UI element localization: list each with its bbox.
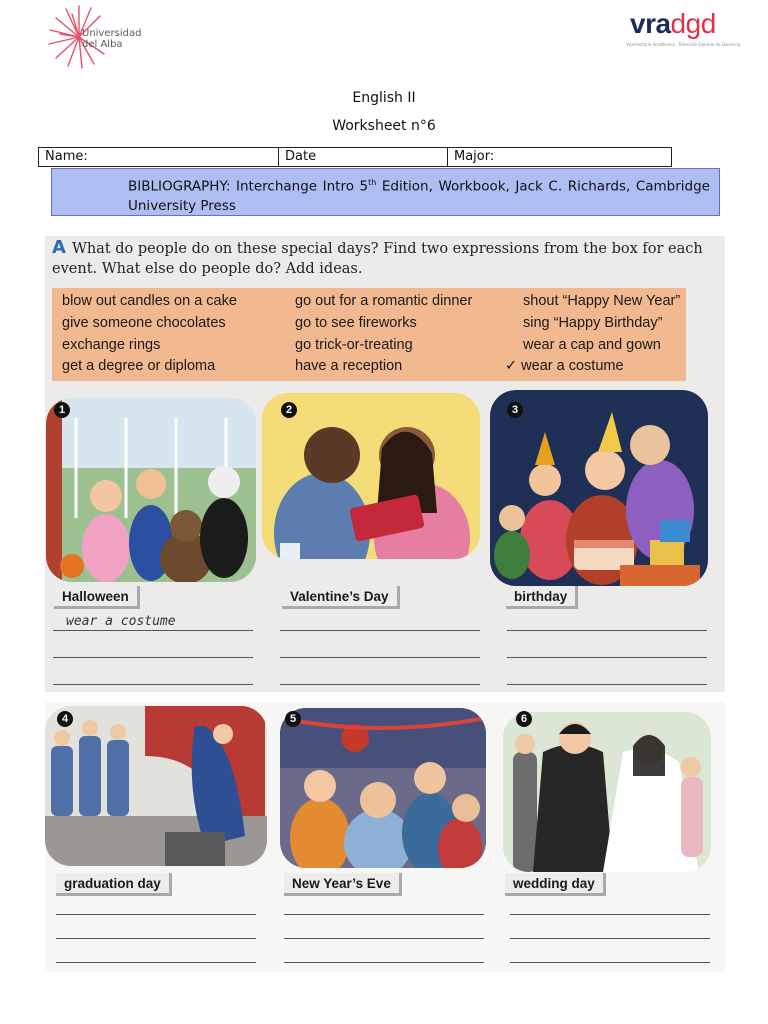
event-label-valentines-day: Valentine’s Day — [282, 586, 400, 609]
answer-line[interactable] — [53, 657, 253, 658]
event-number-badge: 3 — [507, 402, 523, 418]
answer-line[interactable] — [56, 938, 256, 939]
new-years-eve-illustration — [280, 708, 486, 868]
event-number-badge: 2 — [281, 402, 297, 418]
answer-line[interactable] — [510, 914, 710, 915]
graduation-day-illustration — [45, 706, 267, 866]
event-number-badge: 4 — [57, 711, 73, 727]
example-answer: wear a costume — [66, 614, 176, 629]
vradgd-subtitle: Vicerrectoría Académica · Dirección General de Docencia — [626, 42, 741, 47]
phrase-item: get a degree or diploma — [62, 358, 216, 374]
bibliography-text: BIBLIOGRAPHY: Interchange Intro 5th Edition, Workbook, Jack C. Richards, Cambridge University Press — [128, 178, 710, 214]
event-label-halloween: Halloween — [54, 586, 140, 609]
major-field[interactable]: Major: — [454, 149, 495, 164]
phrase-item: shout “Happy New Year” — [523, 293, 681, 309]
phrase-item: exchange rings — [62, 337, 161, 353]
event-number-badge: 1 — [54, 402, 70, 418]
vradgd-logo — [620, 8, 741, 52]
vradgd-wordmark: vradgd — [630, 8, 716, 39]
event-label-birthday: birthday — [506, 586, 578, 609]
answer-line[interactable] — [56, 962, 256, 963]
phrase-item: have a reception — [295, 358, 403, 374]
phrase-item: wear a cap and gown — [523, 337, 661, 353]
answer-line[interactable] — [510, 962, 710, 963]
event-number-badge: 6 — [516, 711, 532, 727]
universidad-del-alba-logo — [44, 4, 154, 70]
expressions-box — [52, 288, 686, 381]
exercise-letter: A — [52, 237, 66, 258]
answer-line[interactable] — [280, 630, 480, 631]
answer-line[interactable] — [280, 657, 480, 658]
answer-line[interactable] — [284, 938, 484, 939]
worksheet-title: Worksheet n°6 — [332, 118, 436, 134]
answer-line[interactable] — [510, 938, 710, 939]
phrase-item-checked: ✓ wear a costume — [505, 358, 624, 374]
phrase-item: blow out candles on a cake — [62, 293, 237, 309]
student-info-row — [38, 147, 672, 167]
phrase-item: sing “Happy Birthday” — [523, 315, 663, 331]
birthday-illustration — [490, 390, 708, 586]
logo-text-line1: Universidad — [82, 28, 142, 39]
event-number-badge: 5 — [285, 711, 301, 727]
exercise-instructions: A What do people do on these special days? Find two expressions from the box for each event. What else do people do? Add ideas. — [52, 237, 703, 277]
logo-text-line2: del Alba — [82, 39, 123, 50]
phrase-item: give someone chocolates — [62, 315, 226, 331]
wedding-day-illustration — [503, 712, 711, 872]
answer-line[interactable] — [280, 684, 480, 685]
date-field[interactable]: Date — [279, 148, 448, 166]
answer-line[interactable] — [507, 657, 707, 658]
event-label-new-years-eve: New Year’s Eve — [284, 873, 402, 896]
answer-line[interactable] — [507, 684, 707, 685]
answer-line[interactable] — [53, 684, 253, 685]
answer-line[interactable] — [53, 630, 253, 631]
valentines-day-illustration — [262, 393, 480, 559]
course-title: English II — [352, 90, 416, 106]
answer-line[interactable] — [507, 630, 707, 631]
phrase-item: go trick-or-treating — [295, 337, 413, 353]
halloween-illustration — [46, 398, 256, 582]
bibliography-box — [51, 168, 720, 216]
answer-line[interactable] — [56, 914, 256, 915]
phrase-item: go out for a romantic dinner — [295, 293, 473, 309]
event-label-wedding-day: wedding day — [505, 873, 606, 896]
answer-line[interactable] — [284, 914, 484, 915]
event-label-graduation-day: graduation day — [56, 873, 172, 896]
answer-line[interactable] — [284, 962, 484, 963]
phrase-item: go to see fireworks — [295, 315, 417, 331]
name-field[interactable]: Name: — [39, 148, 279, 166]
